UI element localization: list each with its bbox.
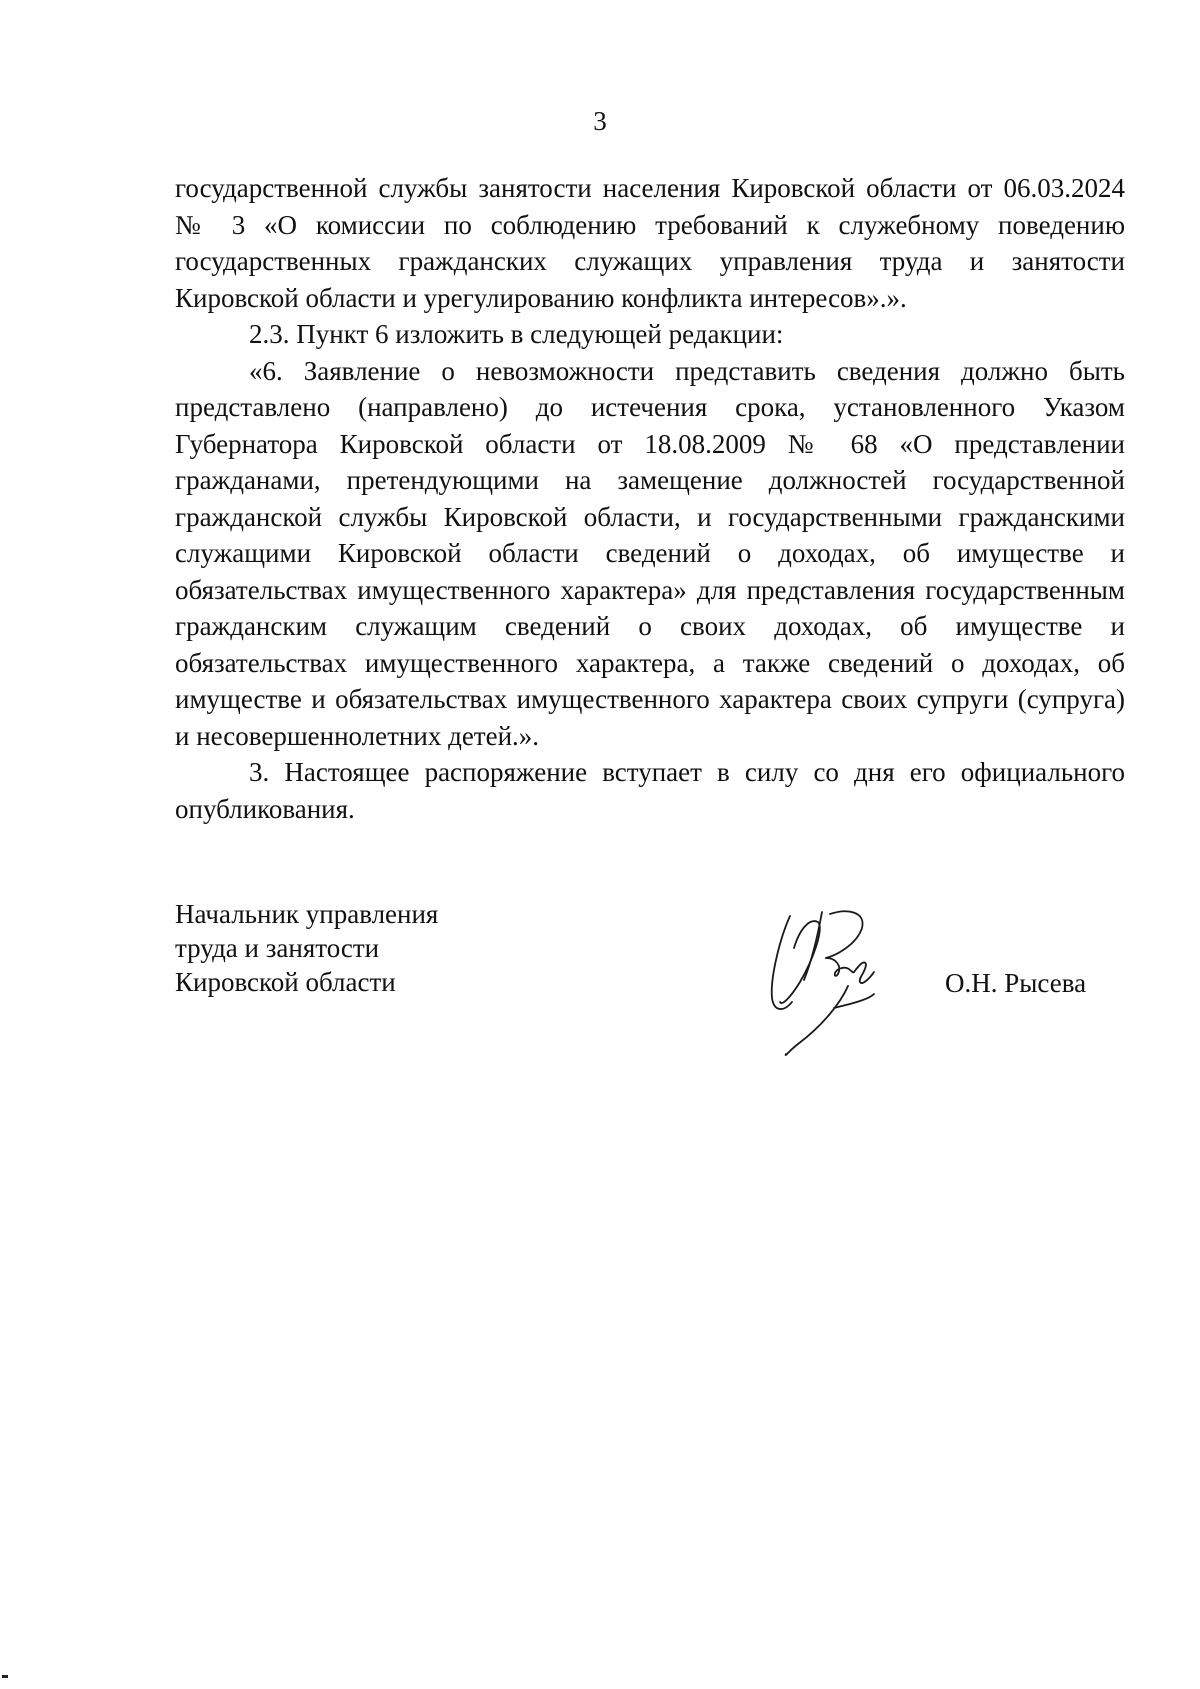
signatory-position-line: труда и занятости <box>175 933 380 963</box>
paragraph-continuation: государственной службы занятости населения Кировской области от 06.03.2024 № 3 «О комиссии по соблюдению требований к служебному поведению государственных гражданских служащих управления труда и занятости Кировской области и урегулированию конфликта интересов».». <box>175 173 1125 313</box>
paragraph-quoted-item-6: «6. Заявление о невозможности представить сведения должно быть представлено (направлено) до истечения срока, установленного Указом Губернатора Кировской области от 18.08.2009 № 68 «О представлении гражданами, претендующими на замещение должностей государственной гражданской службы Кировской области, и государственными гражданскими служащими Кировской области сведений о доходах, об имуществе и обязательствах имущественного характера» для представления государственным гражданским служащим сведений о своих доходах, об имуществе и обязательствах имущественного характера, а также сведений о доходах, об имуществе и обязательствах имущественного характера своих супруги (супруга) и несовершеннолетних детей.». <box>175 355 1125 751</box>
scan-artifact-mark <box>2 1675 8 1678</box>
document-body <box>175 170 1125 827</box>
paragraph-3: 3. Настоящее распоряжение вступает в силу со дня его официального опубликования. <box>175 757 1125 824</box>
handwritten-signature-icon <box>770 908 900 1058</box>
signatory-position <box>175 897 438 999</box>
paragraph-2-3: 2.3. Пункт 6 изложить в следующей редакции: <box>249 319 784 349</box>
signer-name: О.Н. Рысева <box>945 968 1087 998</box>
signatory-position-line: Начальник управления <box>175 899 439 929</box>
page-number: 3 <box>593 106 607 136</box>
signatory-position-line: Кировской области <box>175 967 396 997</box>
